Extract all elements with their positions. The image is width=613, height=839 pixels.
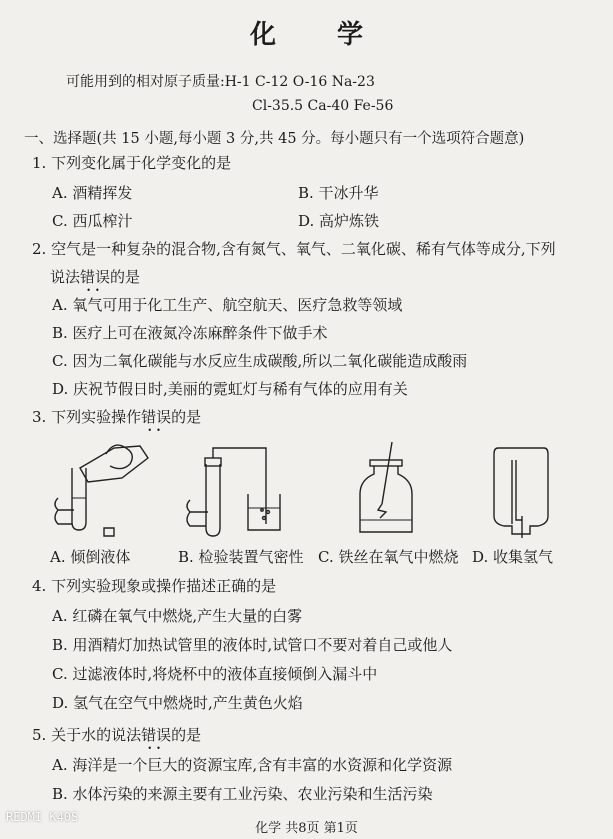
question-2-stem-line-1: 2. 空气是一种复杂的混合物,含有氮气、氧气、二氧化碳、稀有气体等成分,下列 — [32, 240, 556, 258]
q3-stem-pre: 3. 下列实验操作 — [32, 408, 142, 426]
question-3-stem — [32, 406, 201, 427]
atomic-mass-line-1: 可能用到的相对原子质量:H-1 C-12 O-16 Na-23 — [66, 74, 375, 90]
q4-option-d: D. 氢气在空气中燃烧时,产生黄色火焰 — [52, 694, 303, 712]
atomic-mass-line-2: Cl-35.5 Ca-40 Fe-56 — [252, 98, 394, 114]
q1-option-a: A. 酒精挥发 — [52, 184, 133, 202]
q3-option-d: D. 收集氢气 — [472, 548, 554, 566]
q2-emphasis: 错误 •• — [80, 268, 110, 286]
q5-emphasis: 错误 •• — [141, 726, 171, 744]
q2-option-c: C. 因为二氧化碳能与水反应生成碳酸,所以二氧化碳能造成酸雨 — [52, 352, 468, 370]
q1-option-d: D. 高炉炼铁 — [298, 212, 380, 230]
q3-option-b: B. 检验装置气密性 — [178, 548, 304, 566]
question-4-stem: 4. 下列实验现象或操作描述正确的是 — [32, 577, 277, 595]
q4-option-c: C. 过滤液体时,将烧杯中的液体直接倾倒入漏斗中 — [52, 665, 378, 683]
question-1-stem: 1. 下列变化属于化学变化的是 — [32, 154, 232, 172]
q1-option-c: C. 西瓜榨汁 — [52, 212, 133, 230]
q2-stem-pre: 说法 — [50, 268, 81, 286]
q5-option-a: A. 海洋是一个巨大的资源宝库,含有丰富的水资源和化学资源 — [52, 756, 453, 774]
question-2-stem-line-2 — [50, 266, 140, 287]
q2-stem-post: 的是 — [110, 268, 141, 286]
page-title: 化 学 — [249, 20, 390, 50]
q5-option-b: B. 水体污染的来源主要有工业污染、农业污染和生活污染 — [52, 785, 433, 803]
question-5-stem — [32, 724, 201, 745]
q3-option-a: A. 倾倒液体 — [50, 548, 131, 566]
page-footer: 化学 共8页 第1页 — [255, 821, 358, 836]
figure-iron-wire-burning — [352, 440, 422, 540]
camera-watermark: REDMI K40S — [6, 810, 79, 824]
figure-pouring-liquid — [44, 438, 156, 538]
q5-stem-post: 的是 — [171, 726, 202, 744]
q4-option-a: A. 红磷在氧气中燃烧,产生大量的白雾 — [52, 607, 303, 625]
figure-airtightness-check — [176, 440, 286, 540]
q3-option-c: C. 铁丝在氧气中燃烧 — [318, 548, 459, 566]
figure-collecting-hydrogen — [486, 440, 556, 540]
section-heading: 一、选择题(共 15 小题,每小题 3 分,共 45 分。每小题只有一个选项符合题意) — [24, 131, 525, 147]
q4-option-b: B. 用酒精灯加热试管里的液体时,试管口不要对着自己或他人 — [52, 636, 453, 654]
q2-option-a: A. 氧气可用于化工生产、航空航天、医疗急救等领域 — [52, 296, 403, 314]
q1-option-b: B. 干冰升华 — [298, 184, 379, 202]
q2-option-d: D. 庆祝节假日时,美丽的霓虹灯与稀有气体的应用有关 — [52, 380, 408, 398]
q2-option-b: B. 医疗上可在液氮冷冻麻醉条件下做手术 — [52, 324, 328, 342]
q5-stem-pre: 5. 关于水的说法 — [32, 726, 142, 744]
q3-stem-post: 的是 — [171, 408, 202, 426]
q3-emphasis: 错误 •• — [141, 408, 171, 426]
